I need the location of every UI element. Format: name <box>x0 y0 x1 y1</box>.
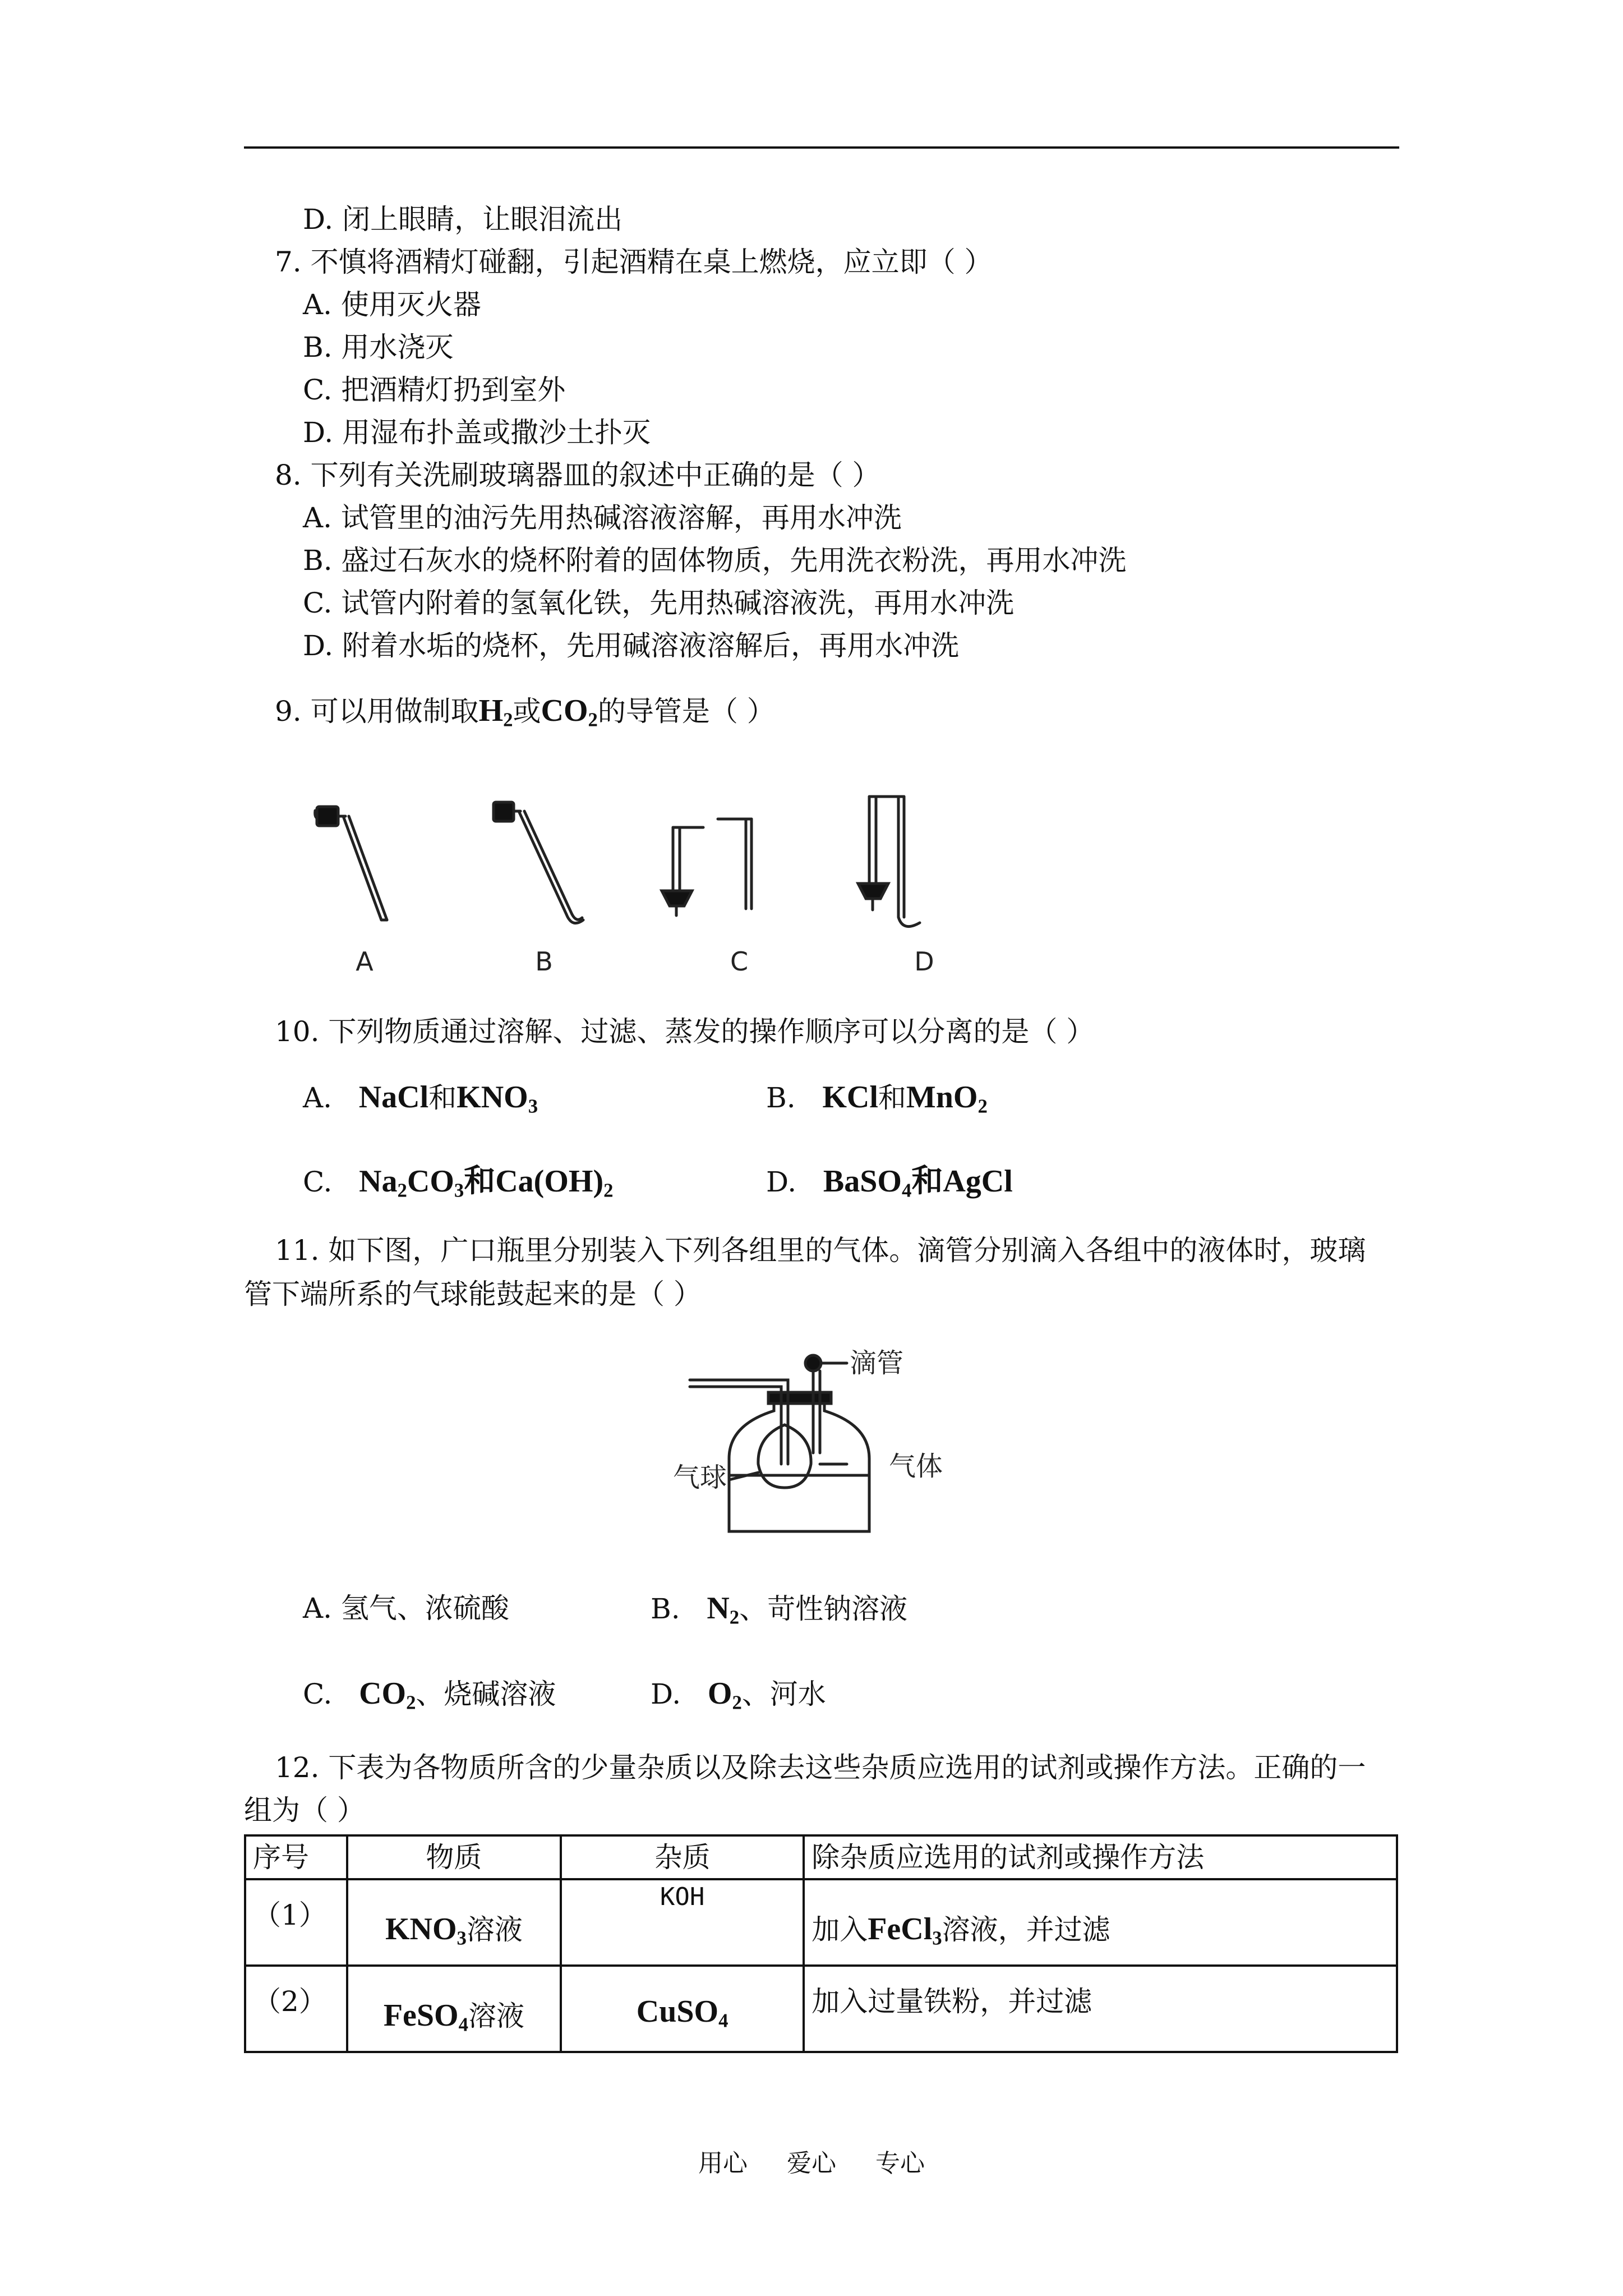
tube-a-icon <box>315 807 387 920</box>
table-row <box>245 1879 1397 1966</box>
row-no: （1） <box>253 1899 327 1931</box>
row-method: 加入FeCl$_3$溶液，并过滤 <box>811 1912 1110 1949</box>
q10-stem: 10. 下列物质通过溶解、过滤、蒸发的操作顺序可以分离的是（ ） <box>275 1015 1095 1048</box>
q8-option-c: C. 试管内附着的氢氧化铁，先用热碱溶液洗，再用水冲洗 <box>303 587 1015 619</box>
q7-option-a: A. 使用灭火器 <box>303 288 481 321</box>
q10-option-b: B. KCl和MnO$_2$ <box>766 1080 988 1117</box>
table-header-row <box>245 1835 1397 1879</box>
impurity-table <box>244 1834 1398 2053</box>
page-footer <box>0 2143 1623 2179</box>
label-dropper: 滴管 <box>850 1347 904 1379</box>
header-method: 除杂质应选用的试剂或操作方法 <box>804 1835 1397 1879</box>
q11-stem-line2: 管下端所系的气球能鼓起来的是（ ） <box>244 1278 702 1310</box>
row-impurity: CuSO$_4$ <box>636 1994 728 2032</box>
q11-option-d: D. $O_2$、河水 <box>651 1676 826 1714</box>
tube-b-label: B <box>535 946 553 977</box>
row-substance: $KNO_3$溶液 <box>385 1912 523 1949</box>
tube-d-icon <box>858 797 920 927</box>
header-rule <box>244 146 1399 149</box>
q7-option-c: C. 把酒精灯扔到室外 <box>303 374 566 406</box>
label-gas: 气体 <box>889 1451 943 1482</box>
q8-option-b: B. 盛过石灰水的烧杯附着的固体物质，先用洗衣粉洗，再用水冲洗 <box>303 544 1127 577</box>
q11-option-a: A. 氢气、浓硫酸 <box>303 1592 509 1625</box>
row-substance: FeSO$_4$溶液 <box>383 1998 524 2036</box>
q10-option-c: C. $Na_2CO_3$和$Ca(OH)_2$ <box>303 1164 614 1202</box>
tube-c-icon <box>662 819 751 915</box>
header-no: 序号 <box>245 1835 347 1879</box>
q7-stem: 7. 不慎将酒精灯碰翻，引起酒精在桌上燃烧，应立即（ ） <box>275 246 993 278</box>
q11-stem-line1: 11. 如下图，广口瓶里分别装入下列各组里的气体。滴管分别滴入各组中的液体时，玻璃 <box>275 1234 1366 1267</box>
q11-bottle-figure <box>673 1341 1004 1543</box>
q8-stem: 8. 下列有关洗刷玻璃器皿的叙述中正确的是（ ） <box>275 459 880 491</box>
row-impurity: KOH <box>660 1883 705 1911</box>
header-impurity: 杂质 <box>561 1835 804 1879</box>
tube-c-label: C <box>730 946 749 977</box>
dropper-icon <box>805 1355 821 1371</box>
q12-stem-line1: 12. 下表为各物质所含的少量杂质以及除去这些杂质应选用的试剂或操作方法。正确的一 <box>275 1751 1366 1784</box>
q7-option-b: B. 用水浇灭 <box>303 331 454 364</box>
header-substance: 物质 <box>347 1835 561 1879</box>
q8-option-a: A. 试管里的油污先用热碱溶液溶解，再用水冲洗 <box>303 501 902 534</box>
balloon-icon <box>758 1425 811 1488</box>
table-row <box>245 1966 1397 2052</box>
row-method: 加入过量铁粉，并过滤 <box>811 1985 1092 2018</box>
tube-a-label: A <box>356 946 374 977</box>
q10-option-d: D. BaSO$_4$和AgCl <box>766 1164 1013 1202</box>
tube-b-icon <box>494 802 583 923</box>
label-balloon: 气球 <box>673 1462 727 1493</box>
footer-word: 专心 <box>875 2149 925 2178</box>
tube-d-label: D <box>914 946 934 977</box>
q6-option-d: D. 闭上眼睛，让眼泪流出 <box>303 203 623 236</box>
q9-stem: 9. 可以用做制取$H_2$或$CO_2$的导管是（ ） <box>275 693 775 731</box>
q9-tubes-figure <box>303 785 1032 987</box>
footer-word: 爱心 <box>787 2149 836 2178</box>
q12-stem-line2: 组为（ ） <box>244 1794 365 1826</box>
q8-option-d: D. 附着水垢的烧杯，先用碱溶液溶解后，再用水冲洗 <box>303 629 960 662</box>
footer-word: 用心 <box>698 2149 748 2178</box>
bottle-icon <box>729 1402 869 1531</box>
row-no: （2） <box>253 1985 327 2018</box>
q7-option-d: D. 用湿布扑盖或撒沙土扑灭 <box>303 416 651 449</box>
q11-option-b: B. $N_2$、苛性钠溶液 <box>651 1591 908 1628</box>
q10-option-a: A. NaCl和$KNO_3$ <box>303 1080 538 1117</box>
q11-option-c: C. $CO_2$、烧碱溶液 <box>303 1676 556 1714</box>
